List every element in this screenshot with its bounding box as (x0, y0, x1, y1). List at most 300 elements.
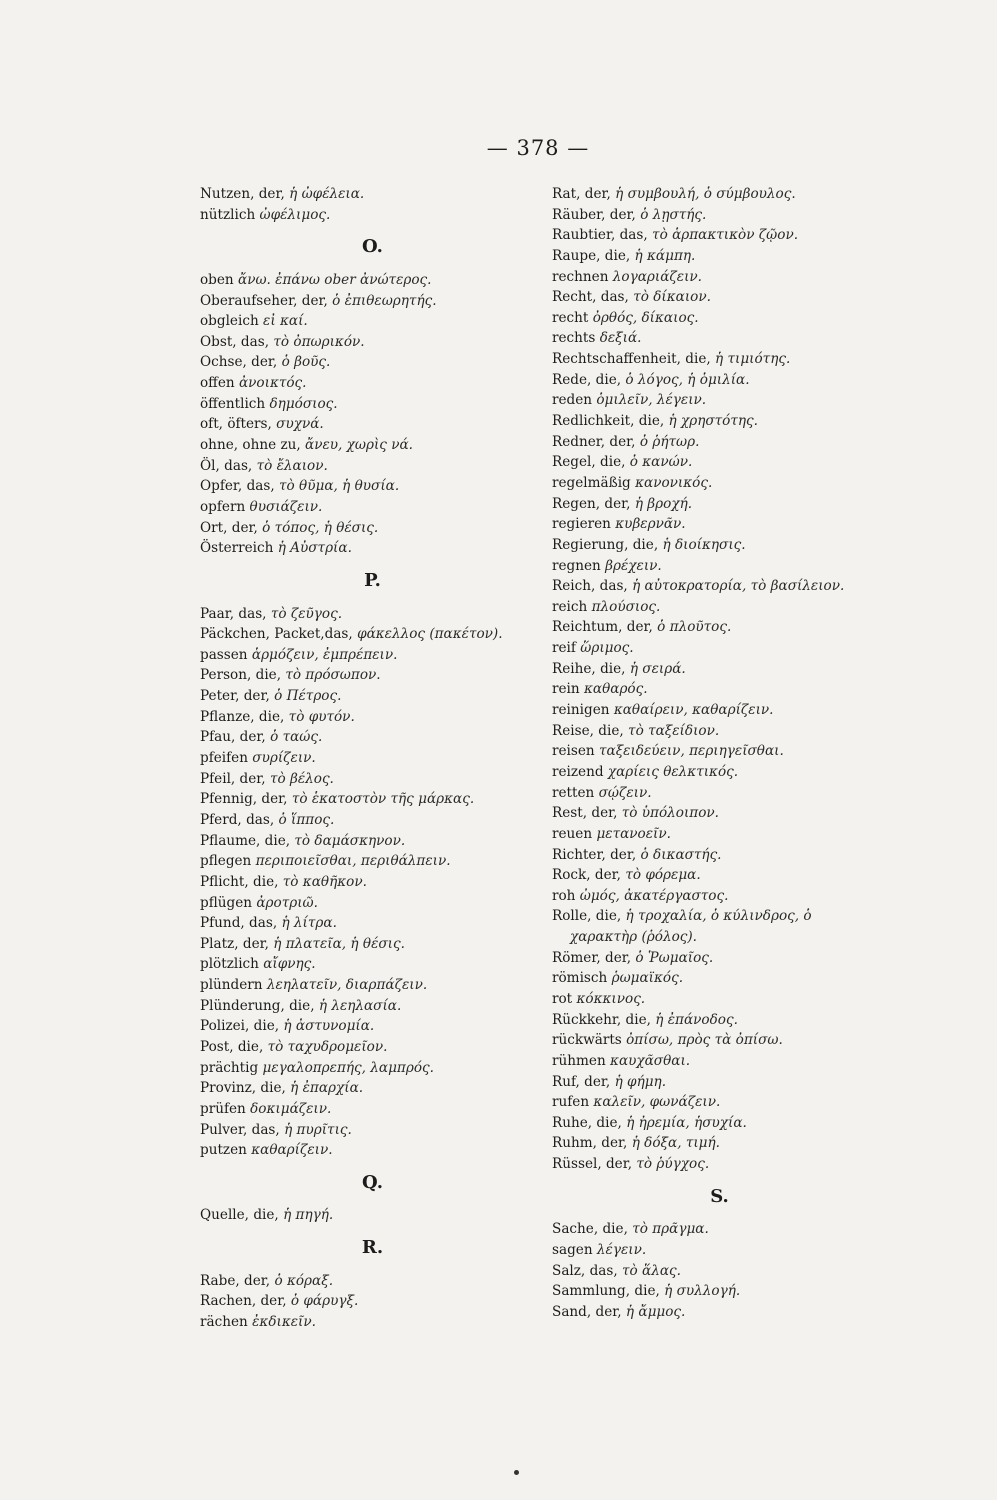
german-headword: rein (552, 681, 580, 698)
dictionary-entry (200, 686, 545, 707)
dictionary-entry (552, 267, 887, 288)
german-headword: regnen (552, 557, 601, 574)
greek-translation: ἡ διοίκησις. (662, 536, 746, 553)
dictionary-entry (552, 1092, 887, 1113)
greek-translation: καθαίρειν, καθαρίζειν. (613, 702, 774, 719)
greek-translation: φάκελλος (πακέτον). (357, 626, 503, 643)
greek-translation: κυβερνᾶν. (615, 516, 686, 533)
dictionary-entry (200, 727, 545, 748)
section-letter: Q. (361, 1171, 384, 1193)
greek-translation: δοκιμάζειν. (250, 1100, 332, 1117)
greek-translation: ἡ τιμιότης. (715, 351, 791, 368)
german-headword: Pfau, der, (200, 729, 266, 746)
greek-translation: ὁ φάρυγξ. (290, 1293, 359, 1310)
section-spacer (200, 592, 545, 604)
german-headword: Redlichkeit, die, (552, 413, 665, 430)
german-headword: Pfennig, der, (200, 791, 288, 808)
greek-translation: ἡ τροχαλία, ὁ κύλινδρος, ὁ (625, 908, 812, 925)
dictionary-entry (200, 954, 545, 975)
dictionary-entry (552, 700, 887, 721)
german-headword: Person, die, (200, 667, 282, 684)
german-headword: Salz, das, (552, 1262, 618, 1279)
german-headword: reich (552, 598, 588, 615)
german-headword: öffentlich (200, 395, 266, 412)
greek-translation: ὁ κόραξ. (274, 1272, 334, 1289)
greek-translation: ῥωμαϊκός. (611, 970, 684, 987)
dictionary-entry (552, 287, 887, 308)
dictionary-entry (552, 989, 887, 1010)
greek-translation: ἡ φήμη. (614, 1073, 667, 1090)
greek-translation: ἡ λίτρα. (281, 915, 337, 932)
dictionary-entry (552, 638, 887, 659)
dictionary-entry (552, 1261, 887, 1282)
section-spacer (200, 1193, 545, 1205)
dictionary-entry (200, 872, 545, 893)
dictionary-entry (552, 824, 887, 845)
greek-translation: ὁ τόπος, ἡ θέσις. (262, 519, 379, 536)
dictionary-entry (552, 948, 887, 969)
greek-translation: ἀνοικτός. (238, 375, 307, 392)
german-headword: Ruhm, der, (552, 1135, 628, 1152)
german-headword: Polizei, die, (200, 1018, 280, 1035)
greek-translation: τὸ καθῆκον. (282, 873, 367, 890)
german-headword: Regierung, die, (552, 536, 659, 553)
dictionary-entry (552, 576, 887, 597)
dictionary-entry (200, 1099, 545, 1120)
german-headword: Ruhe, die, (552, 1114, 622, 1131)
dictionary-entry (200, 789, 545, 810)
dictionary-entry (200, 414, 545, 435)
german-headword: passen (200, 646, 248, 663)
right-column (552, 184, 887, 1323)
greek-translation: ἡ Αὐστρία. (277, 540, 352, 557)
greek-translation: ἡ δόξα, τιμή. (631, 1135, 720, 1152)
dictionary-entry (552, 1030, 887, 1051)
german-headword: reizend (552, 763, 604, 780)
dictionary-entry (552, 803, 887, 824)
dictionary-entry (552, 1051, 887, 1072)
german-headword: Reichtum, der, (552, 619, 653, 636)
german-headword: Peter, der, (200, 688, 270, 705)
greek-translation: τὸ πρόσωπον. (285, 667, 381, 684)
greek-translation: ἡ συμβουλή, ὁ σύμβουλος. (615, 186, 796, 202)
page-number: — 378 — (486, 136, 590, 160)
german-headword: plündern (200, 977, 263, 994)
dictionary-entry (200, 1205, 545, 1226)
dictionary-entry (552, 1113, 887, 1134)
ink-dot (514, 1470, 519, 1475)
greek-translation: ἡ βροχή. (634, 495, 693, 512)
section-letter: P. (364, 569, 381, 591)
greek-translation: σῴζειν. (598, 784, 652, 801)
left-column (200, 184, 545, 1333)
dictionary-entry (200, 205, 545, 226)
dictionary-entry (552, 473, 887, 494)
german-headword: Reise, die, (552, 722, 624, 739)
german-headword: Obst, das, (200, 333, 270, 350)
german-headword: Opfer, das, (200, 478, 275, 495)
german-headword: rechts (552, 330, 596, 347)
german-headword: putzen (200, 1142, 247, 1159)
greek-translation: καθαρίζειν. (251, 1142, 333, 1159)
greek-translation: λέγειν. (596, 1242, 647, 1259)
german-headword: Rock, der, (552, 867, 621, 884)
greek-translation: ὁ ῥήτωρ. (639, 433, 700, 450)
greek-translation: χαρίεις θελκτικός. (607, 763, 739, 780)
german-headword: Oberaufseher, der, (200, 292, 328, 309)
german-headword: Pflaume, die, (200, 832, 291, 849)
german-headword: Recht, das, (552, 289, 629, 306)
dictionary-entry (552, 783, 887, 804)
greek-translation: ἡ ἐπαρχία. (290, 1080, 364, 1097)
greek-translation: λεηλατεῖν, διαρπάζειν. (266, 977, 428, 994)
dictionary-entry (552, 411, 887, 432)
greek-translation: δεξιά. (599, 330, 642, 347)
greek-translation: συρίζειν. (252, 750, 316, 767)
dictionary-entry (200, 851, 545, 872)
german-headword: Reich, das, (552, 578, 628, 595)
greek-translation: ἡ σειρά. (629, 660, 686, 677)
dictionary-entry (552, 617, 887, 638)
german-headword: Redner, der, (552, 433, 636, 450)
greek-translation: τὸ δίκαιον. (633, 289, 711, 306)
german-headword: Sammlung, die, (552, 1283, 660, 1300)
dictionary-entry (200, 538, 545, 559)
german-headword: Ochse, der, (200, 354, 278, 371)
dictionary-entry (552, 886, 887, 907)
german-headword: opfern (200, 498, 246, 515)
greek-translation: κανονικός. (635, 474, 713, 491)
greek-translation: χαρακτὴρ (ῥόλος). (570, 929, 697, 946)
german-headword: römisch (552, 970, 608, 987)
dictionary-entry (200, 913, 545, 934)
greek-translation: ἡ ἐπάνοδος. (655, 1011, 738, 1028)
dictionary-entry (552, 205, 887, 226)
dictionary-entry (200, 352, 545, 373)
dictionary-entry (552, 452, 887, 473)
german-headword: Richter, der, (552, 846, 637, 863)
section-letter: O. (362, 236, 383, 258)
dictionary-entry (200, 311, 545, 332)
german-headword: Rat, der, (552, 186, 611, 202)
german-headword: Regen, der, (552, 495, 631, 512)
dictionary-entry (552, 741, 887, 762)
greek-translation: ἡ πηγή. (283, 1207, 334, 1224)
dictionary-entry (200, 810, 545, 831)
dictionary-entry (200, 1016, 545, 1037)
dictionary-entry (552, 1219, 887, 1240)
greek-translation: τὸ βέλος. (269, 770, 334, 787)
dictionary-entry (552, 968, 887, 989)
german-headword: Pferd, das, (200, 811, 275, 828)
section-letter: R. (361, 1237, 384, 1259)
dictionary-entry (200, 934, 545, 955)
dictionary-entry (552, 762, 887, 783)
greek-translation: τὸ δαμάσκηνον. (294, 832, 406, 849)
dictionary-entry (200, 1291, 545, 1312)
greek-translation: τὸ ἅλας. (622, 1262, 681, 1279)
german-headword: Rückkehr, die, (552, 1011, 651, 1028)
german-headword: Post, die, (200, 1038, 264, 1055)
dictionary-entry (552, 308, 887, 329)
german-headword: Regel, die, (552, 454, 626, 471)
dictionary-entry (200, 435, 545, 456)
dictionary-entry (552, 370, 887, 391)
german-headword: Pflanze, die, (200, 708, 285, 725)
greek-translation: καυχᾶσθαι. (610, 1052, 691, 1069)
greek-translation: κόκκινος. (576, 990, 646, 1007)
greek-translation: ἡ χρηστότης. (668, 413, 758, 430)
german-headword: Provinz, die, (200, 1080, 286, 1097)
german-headword: Öl, das, (200, 457, 253, 474)
greek-translation: ὁ κανών. (629, 454, 693, 471)
german-headword: oft, öfters, (200, 416, 272, 433)
greek-translation: ἡ πλατεῖα, ἡ θέσις. (273, 935, 405, 952)
german-headword: Ruf, der, (552, 1073, 611, 1090)
greek-translation: ὀπίσω, πρὸς τὰ ὀπίσω. (626, 1032, 783, 1049)
dictionary-entry (552, 432, 887, 453)
german-headword: Rechtschaffenheit, die, (552, 351, 711, 368)
dictionary-entry (200, 373, 545, 394)
dictionary-entry (552, 349, 887, 370)
german-headword: sagen (552, 1242, 593, 1259)
dictionary-entry (552, 597, 887, 618)
german-headword: Ort, der, (200, 519, 258, 536)
dictionary-entry (200, 769, 545, 790)
section-spacer (552, 1207, 887, 1219)
greek-translation: ὠμός, ἀκατέργαστος. (579, 887, 729, 904)
dictionary-entry (200, 645, 545, 666)
german-headword: Pulver, das, (200, 1121, 280, 1138)
greek-translation: ἡ πυρῖτις. (284, 1121, 352, 1138)
greek-translation: ὠφέλιμος. (259, 206, 331, 223)
greek-translation: τὸ ταξείδιον. (628, 722, 720, 739)
german-headword: reisen (552, 743, 595, 760)
greek-translation: ὀρθός, δίκαιος. (592, 309, 699, 326)
dictionary-entry (200, 476, 545, 497)
german-headword: obgleich (200, 313, 259, 330)
greek-translation: ἡ αὐτοκρατορία, τὸ βασίλειον. (632, 578, 845, 595)
section-letter: S. (710, 1185, 729, 1207)
german-headword: prächtig (200, 1059, 259, 1076)
dictionary-entry (200, 893, 545, 914)
german-headword: roh (552, 887, 576, 904)
greek-translation: τὸ φόρεμα. (625, 867, 701, 884)
greek-translation: ὁ ἵππος. (278, 811, 335, 828)
german-headword: Sache, die, (552, 1221, 628, 1238)
dictionary-entry (552, 1281, 887, 1302)
german-headword: Sand, der, (552, 1303, 622, 1320)
greek-translation: ἄνευ, χωρὶς νά. (305, 437, 414, 454)
greek-translation: τὸ ὑπόλοιπον. (621, 805, 720, 822)
dictionary-entry (552, 390, 887, 411)
dictionary-entry (200, 1058, 545, 1079)
greek-translation: ὁ Ῥωμαῖος. (635, 949, 714, 966)
greek-translation: ὁ Πέτρος. (274, 688, 342, 705)
german-headword: rufen (552, 1094, 590, 1111)
dictionary-entry (200, 1271, 545, 1292)
greek-translation: μεγαλοπρεπής, λαμπρός. (262, 1059, 434, 1076)
german-headword: nützlich (200, 206, 256, 223)
greek-translation: ὁ ταώς. (270, 729, 323, 746)
german-headword: rot (552, 990, 573, 1007)
dictionary-entry (200, 707, 545, 728)
dictionary-entry (200, 456, 545, 477)
section-spacer (552, 1175, 887, 1187)
german-headword: Platz, der, (200, 935, 269, 952)
greek-translation: δημόσιος. (269, 395, 338, 412)
german-headword: Rüssel, der, (552, 1156, 633, 1173)
dictionary-entry (552, 721, 887, 742)
german-headword: Rest, der, (552, 805, 618, 822)
greek-translation: αἴφνης. (263, 956, 316, 973)
german-headword: recht (552, 309, 589, 326)
german-headword: regelmäßig (552, 474, 631, 491)
greek-translation: ἄνω. ἐπάνω ober ἀνώτερος. (238, 271, 432, 288)
german-headword: pflügen (200, 894, 253, 911)
greek-translation: συχνά. (276, 416, 324, 433)
greek-translation: μετανοεῖν. (596, 825, 671, 842)
dictionary-entry (552, 1010, 887, 1031)
greek-translation: ὁ δικαστής. (640, 846, 722, 863)
greek-translation: ὁ λόγος, ἡ ὁμιλία. (625, 371, 750, 388)
dictionary-entry (200, 184, 545, 205)
dictionary-entry (552, 679, 887, 700)
greek-translation: καθαρός. (583, 681, 648, 698)
dictionary-entry (552, 494, 887, 515)
dictionary-entry (552, 535, 887, 556)
greek-translation: τὸ ἁρπακτικὸν ζῷον. (652, 227, 799, 244)
greek-translation: ἡ κάμπη. (634, 247, 696, 264)
greek-translation: λογαριάζειν. (612, 268, 702, 285)
german-headword: rühmen (552, 1052, 606, 1069)
greek-translation: τὸ θῦμα, ἡ θυσία. (279, 478, 400, 495)
greek-translation: ἡ ἀστυνομία. (283, 1018, 375, 1035)
german-headword: reif (552, 640, 576, 657)
dictionary-entry (552, 246, 887, 267)
dictionary-entry (200, 624, 545, 645)
dictionary-entry (200, 1312, 545, 1333)
greek-translation: τὸ ἔλαιον. (256, 457, 328, 474)
german-headword: oben (200, 271, 234, 288)
dictionary-entry (200, 1037, 545, 1058)
german-headword: Pfeil, der, (200, 770, 266, 787)
dictionary-entry (552, 1154, 887, 1175)
dictionary-entry (200, 291, 545, 312)
german-headword: rückwärts (552, 1032, 622, 1049)
german-headword: Paar, das, (200, 605, 267, 622)
dictionary-entry (200, 332, 545, 353)
greek-translation: ἡ συλλογή. (664, 1283, 741, 1300)
german-headword: Raubtier, das, (552, 227, 648, 244)
greek-translation: ἡ ἄμμος. (625, 1303, 686, 1320)
greek-translation: ὁ πλοῦτος. (657, 619, 732, 636)
greek-translation: βρέχειν. (605, 557, 662, 574)
german-headword: Raupe, die, (552, 247, 631, 264)
german-headword: Rede, die, (552, 371, 622, 388)
dictionary-entry (552, 225, 887, 246)
dictionary-entry (200, 1140, 545, 1161)
german-headword: plötzlich (200, 956, 259, 973)
dictionary-entry (552, 328, 887, 349)
dictionary-entry (200, 975, 545, 996)
greek-translation: τὸ ῥύγχος. (636, 1156, 710, 1173)
greek-translation: ἡ ἠρεμία, ἡσυχία. (626, 1114, 747, 1131)
dictionary-entry (200, 394, 545, 415)
german-headword: reuen (552, 825, 593, 842)
dictionary-entry (200, 518, 545, 539)
german-headword: ohne, ohne zu, (200, 437, 301, 454)
german-headword: Plünderung, die, (200, 997, 315, 1014)
greek-translation: τὸ ἑκατοστὸν τῆς μάρκας. (291, 791, 475, 808)
dictionary-entry (552, 1133, 887, 1154)
german-headword: pfeifen (200, 750, 248, 767)
greek-translation: ταξειδεύειν, περιηγεῖσθαι. (599, 743, 784, 760)
german-headword: rächen (200, 1314, 248, 1331)
greek-translation: τὸ φυτόν. (288, 708, 355, 725)
greek-translation: ἡ λεηλασία. (318, 997, 402, 1014)
dictionary-entry (552, 1240, 887, 1261)
dictionary-entry (200, 831, 545, 852)
dictionary-entry (552, 906, 887, 927)
german-headword: Rabe, der, (200, 1272, 271, 1289)
dictionary-entry (200, 497, 545, 518)
german-headword: Pfund, das, (200, 915, 278, 932)
greek-translation: ὁ βοῦς. (281, 354, 331, 371)
german-headword: offen (200, 375, 235, 392)
dictionary-entry (200, 665, 545, 686)
greek-translation: τὸ ταχυδρομεῖον. (267, 1038, 388, 1055)
dictionary-entry (200, 1078, 545, 1099)
german-headword: reden (552, 392, 593, 409)
dictionary-entry (552, 865, 887, 886)
greek-translation: ἁρμόζειν, ἐμπρέπειν. (251, 646, 398, 663)
greek-translation: ἀροτριῶ. (256, 894, 318, 911)
greek-translation: ὁμιλεῖν, λέγειν. (596, 392, 707, 409)
german-headword: Rolle, die, (552, 908, 622, 925)
german-headword: regieren (552, 516, 611, 533)
dictionary-entry (552, 1072, 887, 1093)
german-headword: Rachen, der, (200, 1293, 287, 1310)
dictionary-entry (200, 1120, 545, 1141)
greek-translation: εἰ καί. (263, 313, 308, 330)
dictionary-entry (200, 604, 545, 625)
german-headword: prüfen (200, 1100, 246, 1117)
dictionary-entry (552, 659, 887, 680)
german-headword: Nutzen, der, (200, 186, 285, 202)
german-headword: Quelle, die, (200, 1207, 279, 1224)
dictionary-entry (552, 1302, 887, 1323)
dictionary-entry (200, 270, 545, 291)
greek-translation: τὸ πρᾶγμα. (632, 1221, 709, 1238)
greek-translation: ὁ λῃστής. (640, 206, 707, 223)
dictionary-entry (552, 927, 887, 948)
dictionary-entry (552, 845, 887, 866)
german-headword: Päckchen, Packet,das, (200, 626, 353, 643)
german-headword: Römer, der, (552, 949, 632, 966)
dictionary-entry (552, 514, 887, 535)
german-headword: Österreich (200, 540, 274, 557)
dictionary-entry (200, 748, 545, 769)
dictionary-entry (552, 556, 887, 577)
german-headword: rechnen (552, 268, 609, 285)
dictionary-entry (552, 184, 887, 205)
greek-translation: περιποιεῖσθαι, περιθάλπειν. (255, 853, 451, 870)
greek-translation: ἐκδικεῖν. (252, 1314, 316, 1331)
greek-translation: θυσιάζειν. (249, 498, 323, 515)
german-headword: Reihe, die, (552, 660, 626, 677)
german-headword: pflegen (200, 853, 252, 870)
